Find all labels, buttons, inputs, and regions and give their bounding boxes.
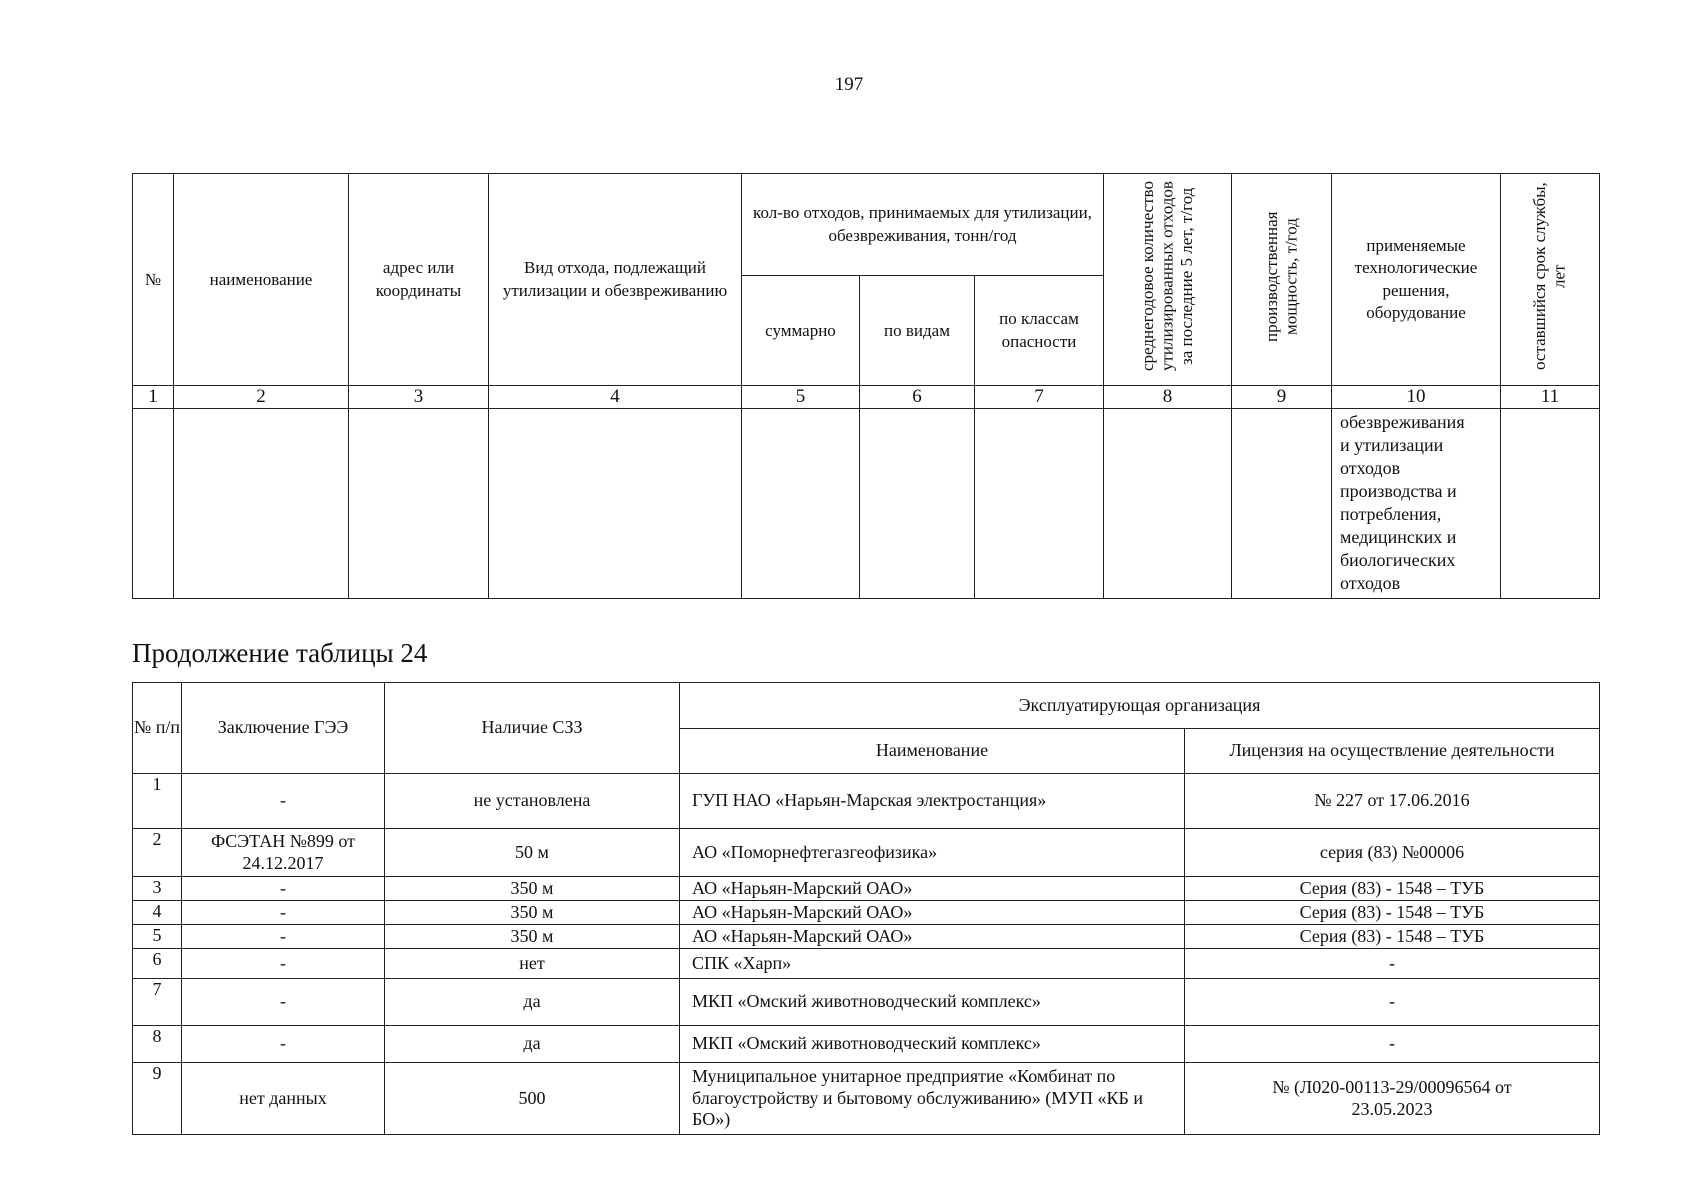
row-number: 1 <box>133 774 182 829</box>
empty-cell <box>174 409 349 599</box>
column-number: 4 <box>489 386 742 409</box>
header-license: Лицензия на осуществление деятельности <box>1185 729 1600 774</box>
szz-cell: не установлена <box>385 774 680 829</box>
table-row <box>133 774 1600 829</box>
table-row <box>133 877 1600 901</box>
page-number: 197 <box>834 74 864 95</box>
row-number: 8 <box>133 1026 182 1063</box>
continuation-line: обезвреживания <box>1340 412 1465 433</box>
org-name-cell: АО «Нарьян-Марский ОАО» <box>680 925 1185 949</box>
empty-cell <box>489 409 742 599</box>
continuation-line: биологических <box>1340 550 1456 571</box>
gee-cell: нет данных <box>182 1063 385 1135</box>
empty-cell <box>975 409 1104 599</box>
operating-organizations-table <box>132 682 1600 1135</box>
gee-cell: - <box>182 949 385 979</box>
row-number: 5 <box>133 925 182 949</box>
table-row <box>133 829 1600 877</box>
license-cell: Серия (83) - 1548 – ТУБ <box>1185 877 1600 901</box>
table-row <box>133 901 1600 925</box>
szz-cell: 500 <box>385 1063 680 1135</box>
column-number: 3 <box>349 386 489 409</box>
column-number: 8 <box>1104 386 1232 409</box>
row-number: 6 <box>133 949 182 979</box>
table-caption: Продолжение таблицы 24 <box>132 638 428 668</box>
gee-cell: ФСЭТАН №899 от 24.12.2017 <box>182 829 385 877</box>
empty-cell <box>1232 409 1332 599</box>
szz-cell: 350 м <box>385 925 680 949</box>
continuation-line: отходов <box>1340 573 1401 594</box>
org-name-cell: АО «Нарьян-Марский ОАО» <box>680 877 1185 901</box>
empty-cell <box>133 409 174 599</box>
header-average-utilized: среднегодовое количество утилизированных отходов за последние 5 лет, т/год <box>1104 174 1232 386</box>
header-by-type: по видам <box>860 276 975 386</box>
header-address: адрес или координаты <box>349 174 489 386</box>
header-waste-quantity-group: кол-во отходов, принимаемых для утилизации, обезвреживания, тонн/год <box>742 174 1104 276</box>
column-number: 1 <box>133 386 174 409</box>
szz-cell: да <box>385 979 680 1026</box>
column-number: 5 <box>742 386 860 409</box>
license-cell: - <box>1185 1026 1600 1063</box>
continuation-line: медицинских и <box>1340 527 1457 548</box>
org-name-cell: СПК «Харп» <box>680 949 1185 979</box>
row-number: 7 <box>133 979 182 1026</box>
header-name: наименование <box>174 174 349 386</box>
szz-cell: 50 м <box>385 829 680 877</box>
header-number: № <box>133 174 174 386</box>
org-name-cell: МКП «Омский животноводческий комплекс» <box>680 979 1185 1026</box>
szz-cell: да <box>385 1026 680 1063</box>
column-number: 6 <box>860 386 975 409</box>
gee-cell: - <box>182 1026 385 1063</box>
column-number: 7 <box>975 386 1104 409</box>
header-remaining-life: оставшийся срок службы, лет <box>1501 174 1600 386</box>
license-cell: - <box>1185 949 1600 979</box>
empty-cell <box>1104 409 1232 599</box>
license-cell: - <box>1185 979 1600 1026</box>
license-cell: № 227 от 17.06.2016 <box>1185 774 1600 829</box>
header-by-hazard-class: по классам опасности <box>975 276 1104 386</box>
header-waste-type: Вид отхода, подлежащий утилизации и обезвреживанию <box>489 174 742 386</box>
szz-cell: 350 м <box>385 901 680 925</box>
table-row <box>133 1063 1600 1135</box>
continuation-line: производства и <box>1340 481 1457 502</box>
gee-cell: - <box>182 774 385 829</box>
license-cell: Серия (83) - 1548 – ТУБ <box>1185 901 1600 925</box>
header-technology: применяемые технологические решения, оборудование <box>1332 174 1501 386</box>
header-szz: Наличие СЗЗ <box>385 683 680 774</box>
table-row <box>133 979 1600 1026</box>
header-org-name: Наименование <box>680 729 1185 774</box>
column-number: 10 <box>1332 386 1501 409</box>
gee-cell: - <box>182 979 385 1026</box>
org-name-cell: Муниципальное унитарное предприятие «Комбинат по благоустройству и бытовому обслуживанию» (МУП «КБ и БО») <box>680 1063 1185 1135</box>
column-number: 11 <box>1501 386 1600 409</box>
org-name-cell: МКП «Омский животноводческий комплекс» <box>680 1026 1185 1063</box>
column-number: 2 <box>174 386 349 409</box>
column-number: 9 <box>1232 386 1332 409</box>
continuation-line: и утилизации <box>1340 435 1444 456</box>
row-number: 2 <box>133 829 182 877</box>
header-total: суммарно <box>742 276 860 386</box>
szz-cell: нет <box>385 949 680 979</box>
szz-cell: 350 м <box>385 877 680 901</box>
license-cell: Серия (83) - 1548 – ТУБ <box>1185 925 1600 949</box>
row-number: 3 <box>133 877 182 901</box>
empty-cell <box>742 409 860 599</box>
header-row-number: № п/п <box>133 683 182 774</box>
waste-facilities-table <box>132 173 1600 599</box>
org-name-cell: АО «Нарьян-Марский ОАО» <box>680 901 1185 925</box>
continuation-line: потребления, <box>1340 504 1442 525</box>
table-row <box>133 1026 1600 1063</box>
table-row <box>133 949 1600 979</box>
gee-cell: - <box>182 925 385 949</box>
empty-cell <box>860 409 975 599</box>
gee-cell: - <box>182 877 385 901</box>
header-operating-organization: Эксплуатирующая организация <box>680 683 1600 729</box>
row-number: 9 <box>133 1063 182 1135</box>
empty-cell <box>1501 409 1600 599</box>
technology-continuation-cell <box>1332 409 1501 599</box>
gee-cell: - <box>182 901 385 925</box>
row-number: 4 <box>133 901 182 925</box>
org-name-cell: ГУП НАО «Нарьян-Марская электростанция» <box>680 774 1185 829</box>
table-row <box>133 925 1600 949</box>
continuation-line: отходов <box>1340 458 1401 479</box>
empty-cell <box>349 409 489 599</box>
org-name-cell: АО «Поморнефтегазгеофизика» <box>680 829 1185 877</box>
header-capacity: производственная мощность, т/год <box>1232 174 1332 386</box>
header-gee-conclusion: Заключение ГЭЭ <box>182 683 385 774</box>
license-cell: № (Л020-00113-29/00096564 от 23.05.2023 <box>1185 1063 1600 1135</box>
license-cell: серия (83) №00006 <box>1185 829 1600 877</box>
